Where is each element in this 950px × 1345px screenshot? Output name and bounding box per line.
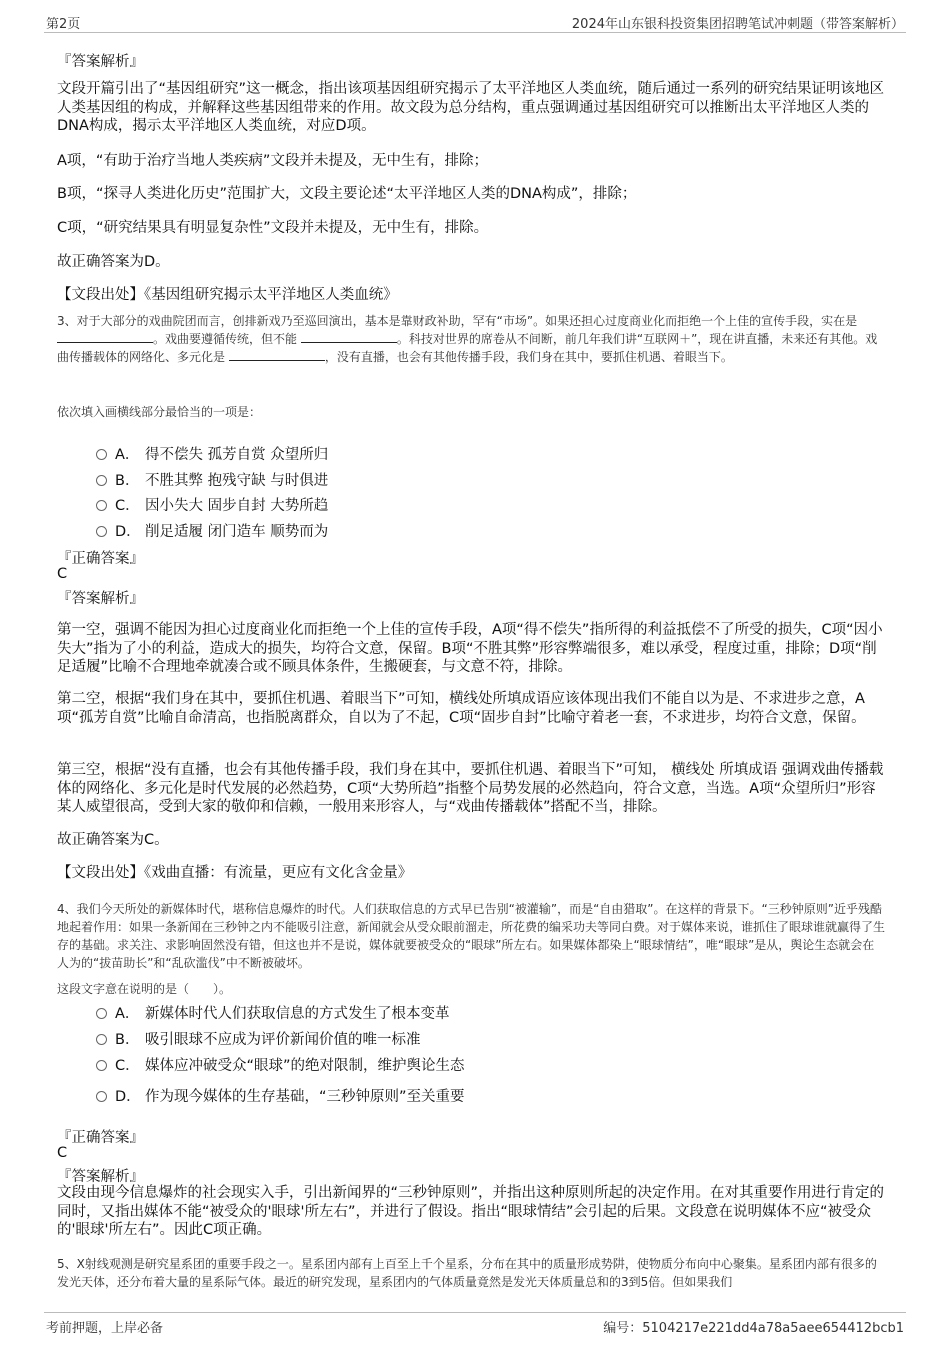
radio-icon[interactable]	[96, 1008, 107, 1019]
analysis-label: 『答案解析』	[57, 1169, 144, 1185]
q4-prompt: 这段文字意在说明的是（ ）。	[57, 982, 232, 996]
q2-source: 【文段出处】《基因组研究揭示太平洋地区人类血统》	[57, 287, 398, 303]
q2-option-b-analysis: B项，“探寻人类进化历史”范围扩大，文段主要论述“太平洋地区人类的DNA构成”，排除；	[57, 186, 637, 202]
page-header	[44, 10, 906, 33]
q4-option-c[interactable]: C． 媒体应冲破受众“眼球”的绝对限制，维护舆论生态	[96, 1054, 465, 1075]
q3-option-a[interactable]: A． 得不偿失 孤芳自赏 众望所归	[96, 443, 328, 464]
q3-answer: C	[57, 566, 68, 582]
radio-icon[interactable]	[96, 475, 107, 486]
page-number: 第2页	[46, 17, 81, 32]
page-footer	[44, 1312, 906, 1337]
fill-blank	[229, 349, 325, 361]
q2-option-a-analysis: A项，“有助于治疗当地人类疾病”文段并未提及，无中生有，排除；	[57, 153, 488, 169]
q4-option-d[interactable]: D． 作为现今媒体的生存基础，“三秒钟原则”至关重要	[96, 1085, 465, 1106]
answer-label: 『正确答案』	[57, 1130, 144, 1146]
radio-icon[interactable]	[96, 500, 107, 511]
q3-stem: 3、对于大部分的戏曲院团而言，创排新戏乃至巡回演出，基本是靠财政补助，罕有“市场”。如果还担心过度商业化而拒绝一个上佳的宣传手段，实在是 。戏曲要遵循传统，但不能 。科技对世界的席卷从不间断，前几年我们讲“互联网＋”，现在讲直播，未来还有其他。戏曲传播载体的网络化、多元化是 ，没有直播，也会有其他传播手段，我们身在其中，要抓住机遇、着眼当下。	[57, 314, 878, 364]
q3-option-b[interactable]: B． 不胜其弊 抱残守缺 与时俱进	[96, 469, 328, 490]
q5-stem: 5、X射线观测是研究星系团的重要手段之一。星系团内部有上百至上千个星系，分布在其中的质量形成势阱，使物质分布向中心聚集。星系团内部有很多的发光天体，还分布着大量的星系际气体。最近的研究发现，星系团内的气体质量竟然是发光天体质量总和的3到5倍。但如果我们	[57, 1257, 877, 1289]
answer-label: 『正确答案』	[57, 551, 144, 567]
document-title: 2024年山东银科投资集团招聘笔试冲刺题（带答案解析）	[571, 17, 904, 32]
q3-option-d[interactable]: D． 削足适履 闭门造车 顺势而为	[96, 520, 328, 541]
q3-prompt: 依次填入画横线部分最恰当的一项是：	[57, 405, 262, 419]
radio-icon[interactable]	[96, 1060, 107, 1071]
q3-analysis-blank-3: 第三空，根据“没有直播，也会有其他传播手段，我们身在其中，要抓住机遇、着眼当下”可知， 横线处 所填成语 强调戏曲传播载体的网络化、多元化是时代发展的必然趋势，C项“大势所趋”指整个局势发展的必然趋向，符合文意，当选。A项“众望所归”形容某人威望很高，受到大家的敬仰和信赖，一般用来形容人，与“戏曲传播载体”搭配不当，排除。	[57, 762, 884, 815]
q4-stem: 4、我们今天所处的新媒体时代，堪称信息爆炸的时代。人们获取信息的方式早已告别“被灌输”，而是“自由猎取”。在这样的背景下。“三秒钟原则”近乎残酷地起着作用：如果一条新闻在三秒钟之内不能吸引注意，新闻就会从受众眼前溜走，所花费的编采功夫等同白费。对于媒体来说，谁抓住了眼球谁就赢得了生存的基础。求关注、求影响固然没有错，但这也并不是说，媒体就要被受众的“眼球”所左右。如果媒体都染上“眼球情结”，唯“眼球”是从，舆论生态就会在人为的“拔苗助长”和“乱砍滥伐”中不断被破坏。	[57, 902, 886, 970]
q3-analysis-blank-2: 第二空，根据“我们身在其中，要抓住机遇、着眼当下”可知，横线处所填成语应该体现出我们不能自以为是、不求进步之意，A项“孤芳自赏”比喻自命清高，也指脱离群众，自以为了不起，C项“固步自封”比喻守着老一套，不求进步，均符合文意，保留。	[57, 691, 866, 726]
radio-icon[interactable]	[96, 1034, 107, 1045]
q2-analysis-paragraph: 文段开篇引出了“基因组研究”这一概念，指出该项基因组研究揭示了太平洋地区人类血统，随后通过一系列的研究结果证明该地区人类基因组的构成，并解释这些基因组带来的作用。故文段为总分结构，重点强调通过基因组研究可以推断出太平洋地区人类的DNA构成，揭示太平洋地区人类血统，对应D项。	[57, 81, 885, 134]
fill-blank	[301, 331, 397, 343]
q4-option-a[interactable]: A． 新媒体时代人们获取信息的方式发生了根本变革	[96, 1002, 450, 1023]
q2-option-c-analysis: C项，“研究结果具有明显复杂性”文段并未提及，无中生有，排除。	[57, 220, 489, 236]
footer-slogan: 考前押题，上岸必备	[46, 1321, 164, 1336]
radio-icon[interactable]	[96, 526, 107, 537]
q4-analysis: 文段由现今信息爆炸的社会现实入手，引出新闻界的“三秒钟原则”，并指出这种原则所起的决定作用。在对其重要作用进行肯定的同时，又指出媒体不能“被受众的'眼球'所左右”，并进行了假设。指出“眼球情结”会引起的后果。文段意在说明媒体不应“被受众的'眼球'所左右”。因此C项正确。	[57, 1185, 885, 1238]
q2-correct-answer: 故正确答案为D。	[57, 254, 170, 270]
analysis-label: 『答案解析』	[57, 591, 144, 607]
q3-analysis-blank-1: 第一空，强调不能因为担心过度商业化而拒绝一个上佳的宣传手段，A项“得不偿失”指所得的利益抵偿不了所受的损失，C项“因小失大”指为了小的利益，造成大的损失，均符合文意，保留。B项“不胜其弊”形容弊端很多，难以承受，程度过重，排除；D项“削足适履”比喻不合理地牵就凑合或不顾具体条件，生搬硬套，与文意不符，排除。	[57, 622, 883, 675]
analysis-label: 『答案解析』	[57, 54, 144, 70]
q3-option-c[interactable]: C． 因小失大 固步自封 大势所趋	[96, 494, 328, 515]
radio-icon[interactable]	[96, 449, 107, 460]
q4-answer: C	[57, 1145, 68, 1161]
q4-option-b[interactable]: B． 吸引眼球不应成为评价新闻价值的唯一标准	[96, 1028, 421, 1049]
radio-icon[interactable]	[96, 1091, 107, 1102]
document-code: 编号：5104217e221dd4a78a5aee654412bcb1	[603, 1321, 904, 1336]
fill-blank	[57, 331, 153, 343]
q3-source: 【文段出处】《戏曲直播：有流量，更应有文化含金量》	[57, 865, 413, 881]
q3-correct-answer: 故正确答案为C。	[57, 832, 169, 848]
